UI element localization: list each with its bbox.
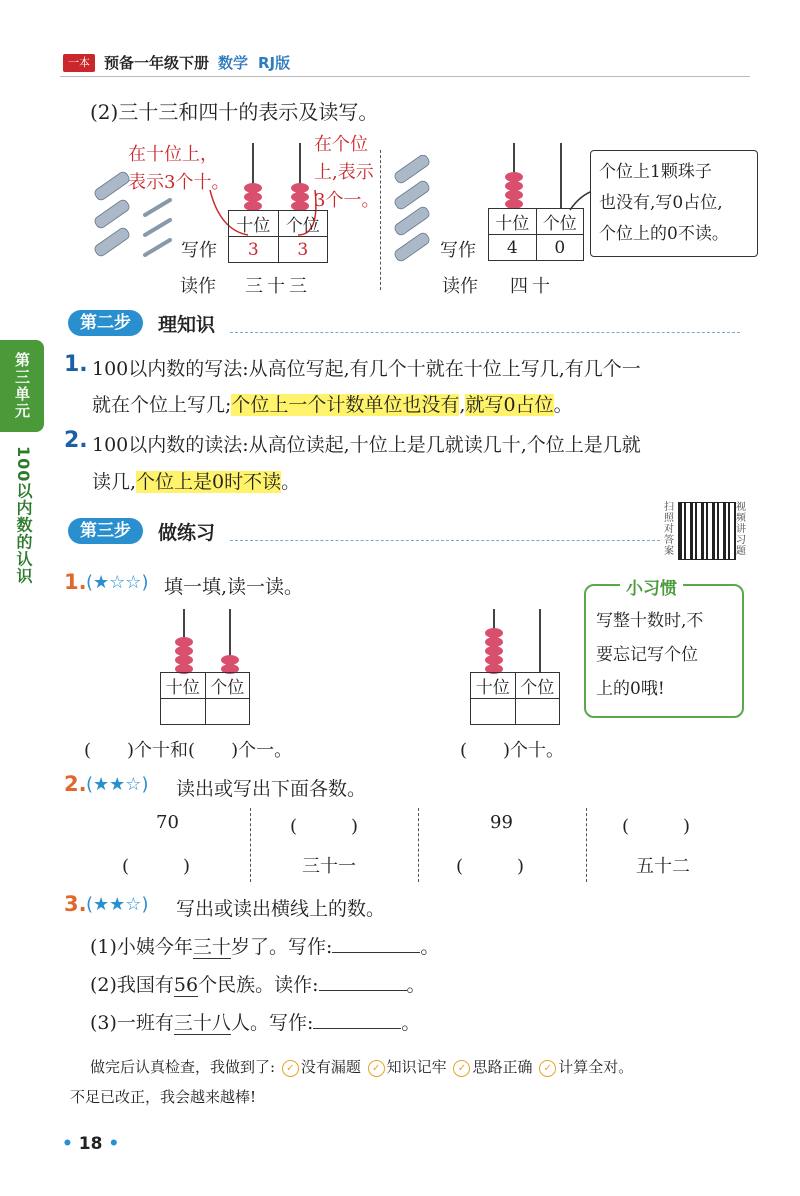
ones-digit: 3	[278, 237, 328, 263]
tip-line: 上的0哦!	[596, 679, 665, 699]
q2-r2c1[interactable]: ( )	[122, 856, 191, 877]
q3-l3-pre: (3)一班有	[90, 1012, 174, 1034]
write-label-33: 写作	[181, 240, 217, 261]
rule2-highlight: 个位上是0时不读	[136, 471, 282, 493]
ones-note-line2: 上,表示	[314, 162, 374, 183]
ones-header: 个位	[515, 673, 560, 699]
q3-l1-end: 。	[420, 936, 440, 958]
q2-stars: (★★☆)	[86, 774, 149, 795]
rule2-number: 2.	[64, 428, 88, 453]
tens-note-line2: 表示3个十。	[128, 172, 230, 193]
ones-answer-cell[interactable]	[515, 699, 560, 725]
check-circle-icon[interactable]: ✓	[368, 1060, 385, 1077]
unit-label: 100以内数的认识	[14, 446, 33, 585]
ones-digit: 0	[536, 235, 584, 261]
tens-note-line1: 在十位上，	[128, 144, 218, 165]
tens-header: 十位	[471, 673, 516, 699]
book-title: 预备一年级下册	[104, 54, 210, 72]
q2-r1c2[interactable]: ( )	[290, 816, 359, 837]
ones-answer-cell[interactable]	[205, 699, 250, 725]
rule1-number: 1.	[64, 352, 88, 377]
q3-stars: (★★☆)	[86, 894, 149, 915]
q1b-table	[470, 672, 560, 725]
step3-rule	[230, 540, 660, 542]
ones-header: 个位	[205, 673, 250, 699]
rule1-highlight-b: 就写0占位	[465, 394, 554, 416]
step2-rule	[230, 332, 740, 334]
page-number-value: 18	[78, 1134, 103, 1154]
read-value-33: 三十三	[245, 276, 311, 297]
habit-tip	[584, 579, 744, 718]
page-number: • 18 •	[62, 1134, 120, 1154]
tens-answer-cell[interactable]	[471, 699, 516, 725]
q1a-answer[interactable]: ( )个十和( )个一。	[84, 740, 293, 761]
ones-note-line3: 3个一。	[314, 190, 380, 211]
tens-header: 十位	[229, 211, 279, 237]
q3-line3	[90, 1008, 420, 1035]
check-circle-icon[interactable]: ✓	[282, 1060, 299, 1077]
check-item: 知识记牢	[386, 1058, 447, 1076]
q2-r2c2: 三十一	[302, 856, 356, 877]
q3-l2-blank[interactable]	[319, 972, 407, 991]
q2-r1c3: 99	[490, 812, 513, 833]
self-check-intro: 做完后认真检查，我做到了:	[90, 1058, 276, 1076]
step3-pill: 第三步	[68, 518, 143, 544]
q3-line1	[90, 932, 439, 959]
q3-l2-underlined: 56	[173, 974, 199, 996]
q2-r1c4[interactable]: ( )	[622, 816, 691, 837]
abacus-q1b	[470, 605, 565, 675]
place-table-33	[228, 210, 328, 263]
tens-header: 十位	[161, 673, 206, 699]
q3-l3-post: 人。写作:	[230, 1012, 314, 1034]
q3-l1-blank[interactable]	[332, 934, 420, 953]
rule1-plain: 就在个位上写几;	[92, 394, 232, 416]
q1-stars-icon: ★☆☆	[93, 572, 142, 593]
tip-line: 写整十数时,不	[596, 611, 704, 631]
tip-line: 要忘记写个位	[596, 645, 698, 665]
brand-tag: 一本	[63, 54, 95, 72]
abacus-q1a	[160, 605, 255, 675]
ones-header: 个位	[536, 209, 584, 235]
rule2-plain: 读几,	[92, 471, 137, 493]
header-divider	[60, 76, 750, 77]
step2-title: 理知识	[158, 314, 216, 336]
q3-l2-end: 。	[406, 974, 426, 996]
check-item: 计算全对。	[558, 1058, 634, 1076]
read-label-40: 读作	[442, 276, 478, 297]
check-item: 没有漏题	[300, 1058, 361, 1076]
q1b-answer[interactable]: ( )个十。	[460, 740, 565, 761]
q1-number: 1.	[64, 570, 87, 594]
q2-r2c4: 五十二	[636, 856, 690, 877]
q2-divider-2	[418, 808, 419, 882]
tip-body	[596, 604, 703, 706]
q3-l3-blank[interactable]	[313, 1010, 401, 1029]
write-label-40: 写作	[440, 240, 476, 261]
q2-divider-1	[250, 808, 251, 882]
q1-stars: (★☆☆)	[86, 572, 149, 593]
callout-line: 个位上的0不读。	[599, 224, 729, 244]
q3-l2-post: 个民族。读作:	[198, 974, 319, 996]
q3-l2-pre: (2)我国有	[90, 974, 174, 996]
tens-header: 十位	[489, 209, 537, 235]
q3-l1-underlined: 三十	[192, 936, 231, 958]
q2-stars-icon: ★★☆	[93, 774, 142, 795]
q3-prompt: 写出或读出横线上的数。	[176, 898, 386, 920]
rule1-end: 。	[553, 394, 573, 416]
check-item: 思路正确	[472, 1058, 533, 1076]
ones-note-line1: 在个位	[314, 134, 368, 155]
q3-l1-post: 岁了。写作:	[230, 936, 333, 958]
rule1-comma: ,	[459, 394, 466, 416]
read-label-33: 读作	[180, 276, 216, 297]
subject-label: 数学	[218, 54, 249, 72]
single-sticks-icon	[140, 195, 180, 265]
callout-line: 也没有,写0占位,	[599, 193, 723, 213]
q1a-table	[160, 672, 250, 725]
q3-l3-underlined: 三十八	[173, 1012, 231, 1034]
tens-digit: 3	[229, 237, 279, 263]
rule1-line1: 100以内数的写法:从高位写起,有几个十就在十位上写几,有几个一	[92, 358, 641, 380]
tip-title: 小习惯	[620, 574, 683, 599]
q2-divider-3	[586, 808, 587, 882]
edition-label: RJ版	[258, 54, 291, 72]
step2-pill: 第二步	[68, 310, 143, 336]
q3-l1-pre: (1)小姨今年	[90, 936, 193, 958]
rule1-line2	[92, 390, 573, 417]
q2-prompt: 读出或写出下面各数。	[176, 778, 367, 800]
check-circle-icon[interactable]: ✓	[453, 1060, 470, 1077]
tens-digit: 4	[489, 235, 537, 261]
q2-number: 2.	[64, 772, 87, 796]
read-value-40: 四十	[510, 276, 554, 297]
unit-tab: 第三单元	[0, 340, 44, 432]
callout-line: 个位上1颗珠子	[599, 162, 712, 182]
qr-caption-left: 扫照对答案	[664, 502, 674, 557]
stick-bundles-40-icon	[390, 155, 440, 275]
check-circle-icon[interactable]: ✓	[539, 1060, 556, 1077]
q3-number: 3.	[64, 892, 87, 916]
step3-title: 做练习	[158, 522, 216, 544]
q2-r2c3[interactable]: ( )	[456, 856, 525, 877]
self-check-line2: 不足已改正，我会越来越棒!	[70, 1088, 257, 1106]
rule2-end: 。	[281, 471, 301, 493]
q3-line2	[90, 970, 426, 997]
tens-answer-cell[interactable]	[161, 699, 206, 725]
rule2-line1: 100以内数的读法:从高位读起,十位上是几就读几十,个位上是几就	[92, 434, 641, 456]
q1-prompt: 填一填,读一读。	[164, 576, 304, 598]
q3-stars-icon: ★★☆	[93, 894, 142, 915]
place-table-40	[488, 208, 584, 261]
example-divider	[380, 150, 381, 290]
self-check-row	[90, 1056, 633, 1077]
zero-placeholder-callout	[590, 150, 758, 257]
qr-code[interactable]	[678, 502, 736, 560]
rule1-highlight-a: 个位上一个计数单位也没有	[231, 394, 460, 416]
q3-l3-end: 。	[401, 1012, 421, 1034]
example-heading: (2)三十三和四十的表示及读写。	[90, 100, 379, 124]
qr-caption-right: 视频讲习题	[736, 502, 746, 557]
rule2-line2	[92, 467, 300, 494]
ones-header: 个位	[278, 211, 328, 237]
q2-r1c1: 70	[156, 812, 179, 833]
